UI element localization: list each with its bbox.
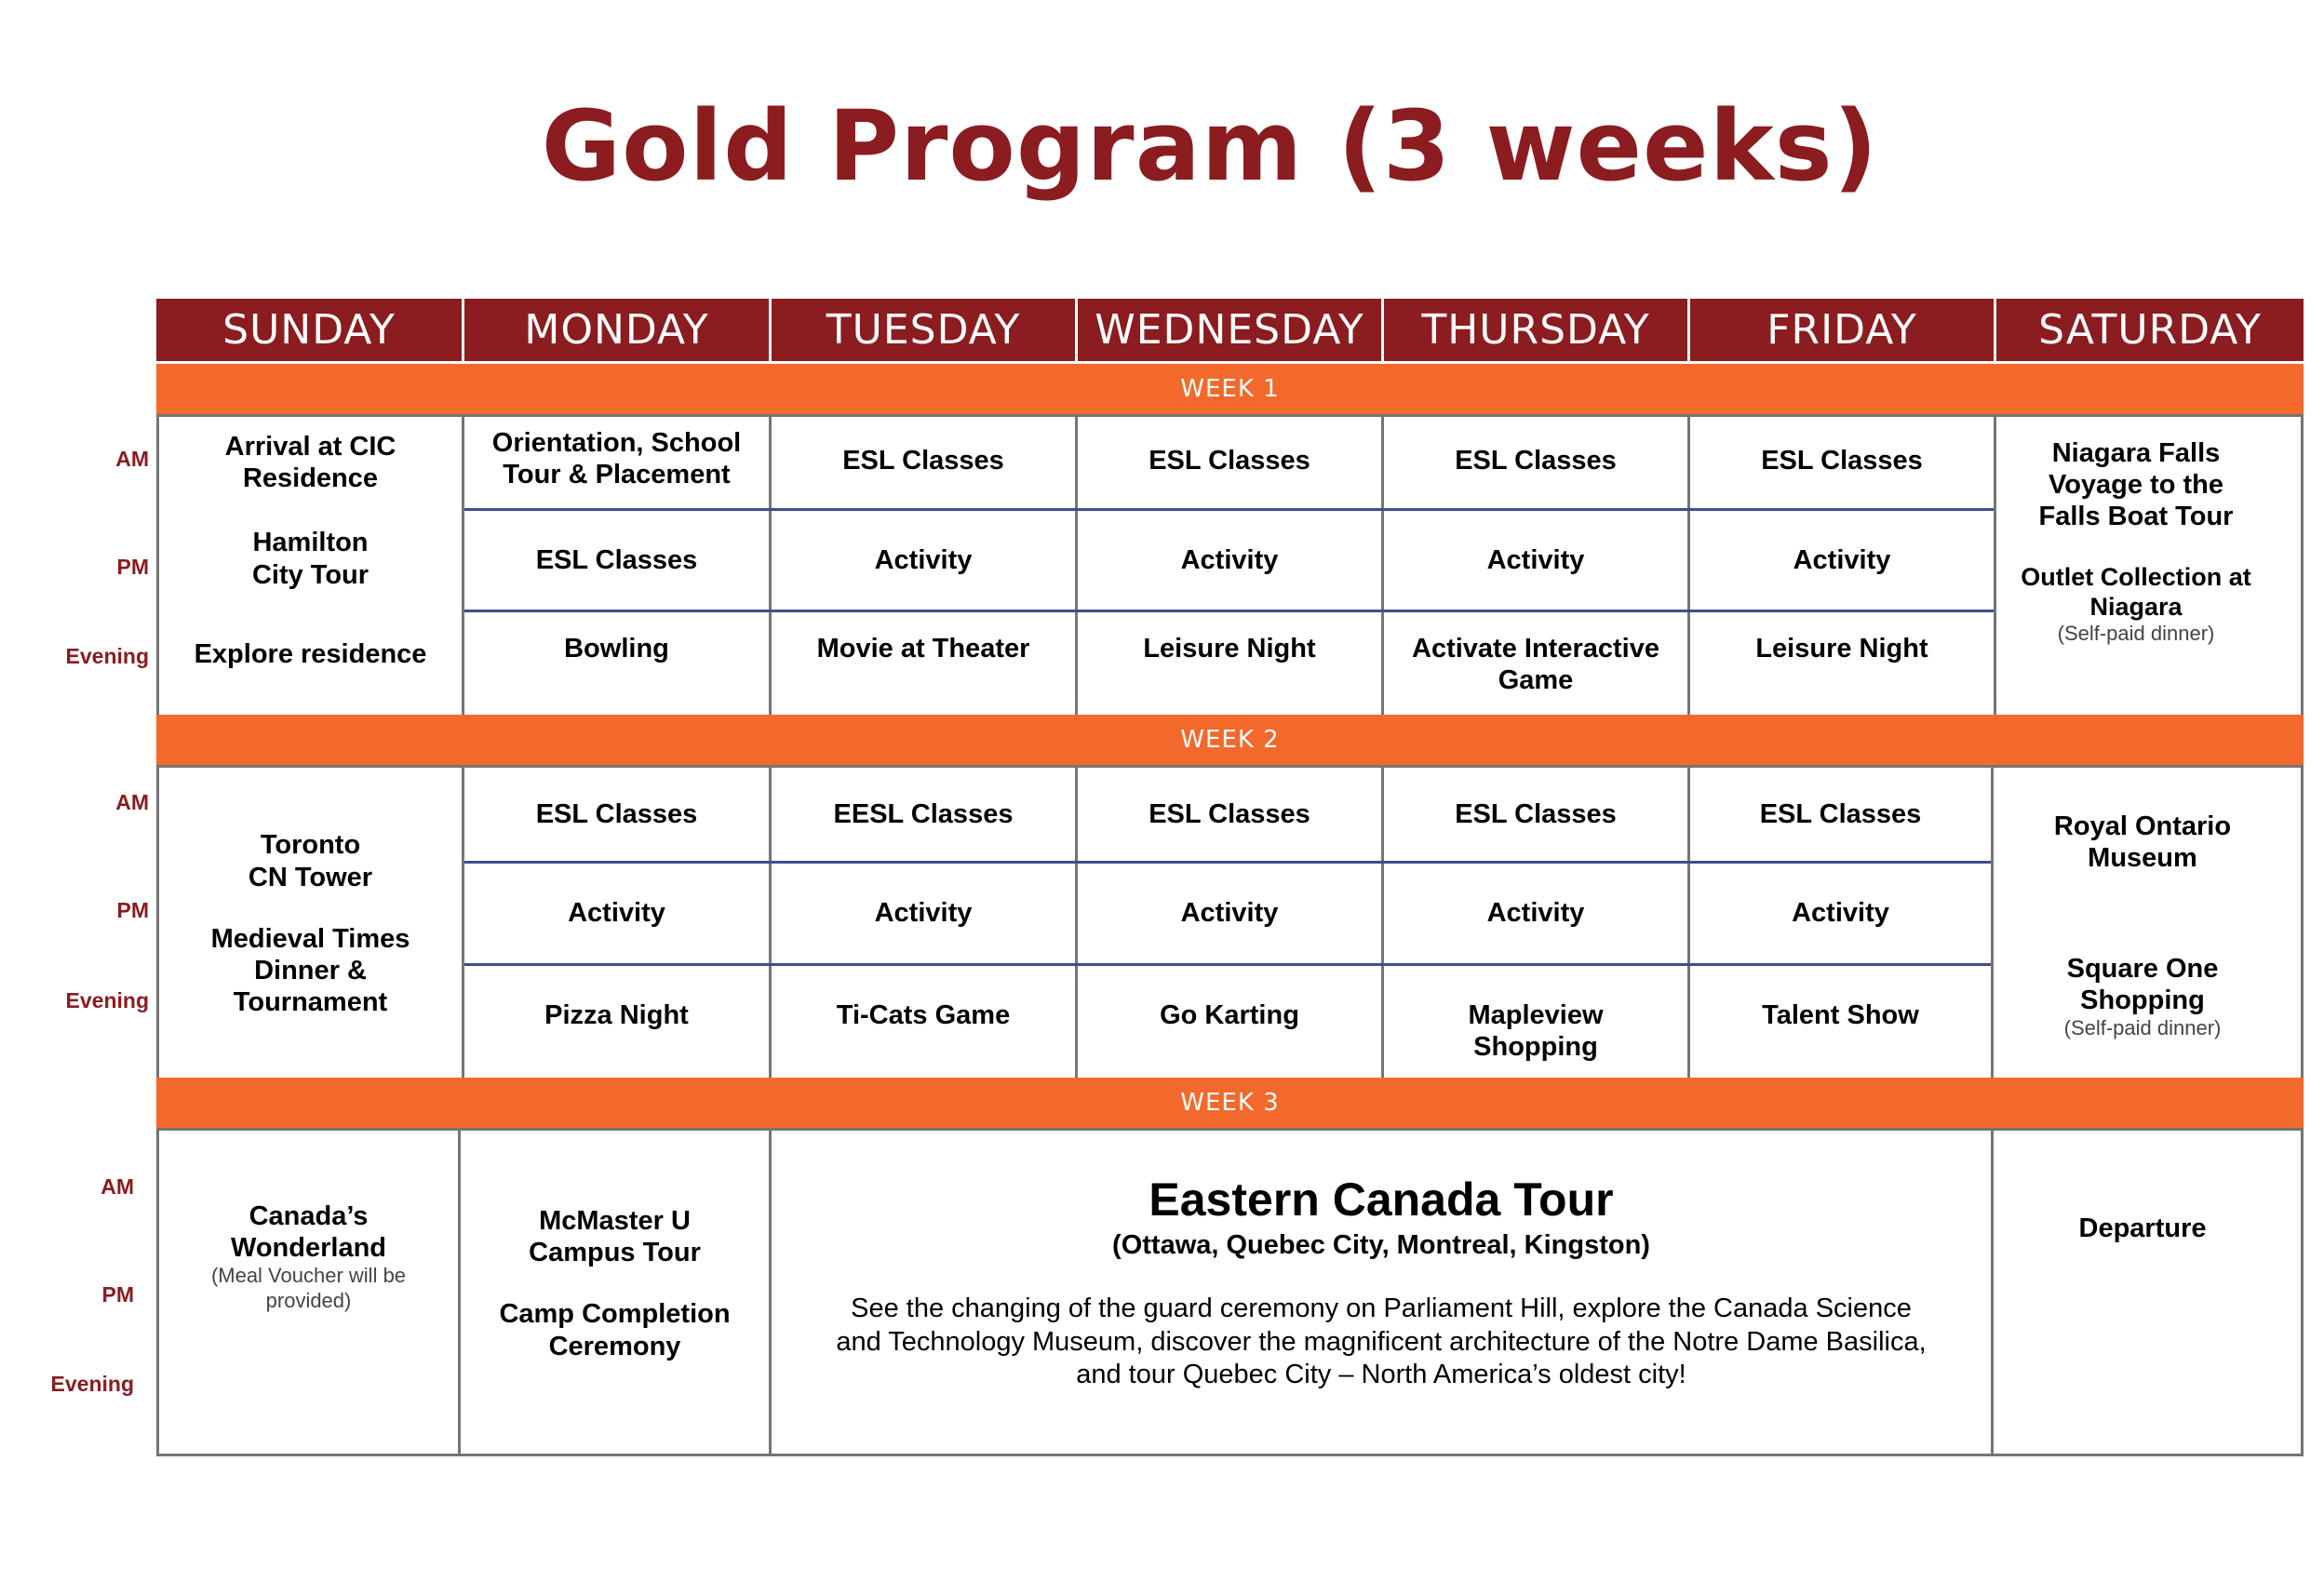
week-1-thursday-pm: Activity: [1486, 544, 1585, 575]
week-3-saturday: Departure: [2078, 1213, 2207, 1243]
week-2-saturday-shopping: [1994, 953, 2291, 1040]
week-1-wednesday-pm: Activity: [1180, 544, 1279, 575]
text-line: Arrival at CIC: [224, 431, 396, 462]
text-line: CN Tower: [248, 862, 373, 892]
week-2-tuesday-evening: Ti-Cats Game: [836, 999, 1011, 1030]
week-2-thursday-am: ESL Classes: [1455, 798, 1617, 829]
text-line: and tour Quebec City – North America’s oldest city!: [1076, 1359, 1686, 1389]
text-line: Tour & Placement: [503, 460, 731, 489]
week-1-tuesday-am: ESL Classes: [842, 446, 1004, 476]
time-label-pm: PM: [116, 898, 149, 922]
week-3-sunday: [159, 1200, 458, 1349]
week-1-friday-evening: Leisure Night: [1755, 633, 1928, 664]
header-tuesday: TUESDAY: [772, 299, 1075, 361]
week-1-monday-evening: Bowling: [564, 633, 669, 664]
week-1-sunday-am: [159, 417, 462, 508]
week-1-tuesday-evening: Movie at Theater: [816, 633, 1030, 664]
week-1-friday-am: ESL Classes: [1761, 446, 1923, 476]
week-2-tuesday-pm: Activity: [874, 898, 973, 929]
week-1-saturday: [1996, 437, 2276, 670]
text-line: Game: [1498, 665, 1574, 695]
time-label-am: AM: [101, 1174, 134, 1199]
text-line: Canada’s: [249, 1201, 369, 1231]
note: (Meal Voucher will be: [210, 1264, 407, 1288]
week-2-sunday: [159, 768, 462, 1080]
page-title: Gold Program (3 weeks): [541, 89, 1879, 203]
week-2-friday-pm: Activity: [1792, 898, 1889, 929]
week-1-monday-pm: ESL Classes: [535, 544, 698, 575]
week-2-wednesday-pm: Activity: [1180, 898, 1279, 929]
week-2-thursday-pm: Activity: [1486, 898, 1585, 929]
header-wednesday: WEDNESDAY: [1078, 299, 1381, 361]
week-2-wednesday-evening: Go Karting: [1160, 999, 1299, 1030]
text-line: Dinner &: [254, 956, 367, 986]
week-3-bar: WEEK 3: [156, 1078, 2304, 1128]
note: (Self-paid dinner): [2057, 622, 2215, 646]
week-3-column-divider: [1991, 1128, 1994, 1456]
text-line: Wonderland: [230, 1233, 387, 1264]
week-2-monday-am: ESL Classes: [535, 798, 698, 829]
text-line: Royal Ontario: [2053, 811, 2232, 841]
text-line: Niagara: [2089, 592, 2183, 621]
time-label-evening: Evening: [50, 1372, 134, 1396]
week-1-thursday-evening: [1384, 628, 1687, 701]
text-line: Orientation, School: [491, 427, 742, 458]
time-label-pm: PM: [101, 1282, 134, 1307]
text-line: Museum: [2088, 843, 2197, 873]
text-line: Tournament: [233, 987, 388, 1018]
text-line: Mapleview: [1468, 999, 1604, 1030]
time-label-am: AM: [115, 447, 149, 471]
tour-description: [836, 1293, 1926, 1391]
header-thursday: THURSDAY: [1384, 299, 1687, 361]
header-saturday: SATURDAY: [1996, 299, 2304, 361]
week-2-tuesday-am: EESL Classes: [833, 798, 1014, 829]
note: provided): [265, 1288, 352, 1312]
week-2-friday-am: ESL Classes: [1759, 798, 1922, 829]
week-2-monday-evening: Pizza Night: [544, 999, 689, 1030]
header-sunday: SUNDAY: [156, 299, 462, 361]
tour-title: Eastern Canada Tour: [1149, 1173, 1614, 1226]
week-2-bar: WEEK 2: [156, 715, 2304, 765]
week-1-tuesday-pm: Activity: [874, 544, 973, 575]
week-2-saturday-museum: [1994, 810, 2291, 875]
week-1-bar: WEEK 1: [156, 364, 2304, 414]
week-3-eastern-canada-tour: [772, 1174, 1991, 1398]
week-1-friday-pm: Activity: [1793, 544, 1891, 575]
week-2-wednesday-am: ESL Classes: [1149, 798, 1310, 829]
week-2-thursday-evening: [1384, 982, 1687, 1080]
text-line: Ceremony: [548, 1331, 681, 1361]
text-line: Shopping: [1473, 1032, 1598, 1062]
week-1-monday-am: [464, 409, 769, 508]
week-3-monday: [461, 1205, 769, 1373]
text-line: City Tour: [251, 559, 369, 590]
text-line: Explore residence: [194, 638, 427, 669]
text-line: Niagara Falls: [2051, 438, 2221, 468]
text-line: Camp Completion: [499, 1299, 731, 1330]
week-2-friday-evening: Talent Show: [1762, 999, 1919, 1030]
text-line: Residence: [242, 463, 379, 493]
text-line: Voyage to the: [2049, 470, 2223, 501]
text-line: Activate Interactive: [1412, 633, 1659, 664]
time-label-evening: Evening: [65, 644, 149, 668]
week-1-wednesday-evening: Leisure Night: [1143, 633, 1316, 664]
text-line: Outlet Collection at: [2021, 562, 2251, 591]
time-label-evening: Evening: [65, 988, 149, 1012]
text-line: Medieval Times: [210, 923, 410, 954]
text-line: Hamilton: [252, 528, 369, 558]
week-1-wednesday-am: ESL Classes: [1149, 446, 1310, 476]
text-line: Toronto: [260, 830, 361, 861]
text-line: Falls Boat Tour: [2038, 502, 2234, 532]
note: (Self-paid dinner): [2063, 1016, 2222, 1040]
week-2-monday-pm: Activity: [568, 898, 665, 929]
time-label-pm: PM: [116, 555, 149, 579]
text-line: and Technology Museum, discover the magnificent architecture of the Notre Dame Basilica,: [836, 1326, 1927, 1357]
header-monday: MONDAY: [464, 299, 769, 361]
time-label-am: AM: [115, 790, 149, 814]
tour-subtitle: (Ottawa, Quebec City, Montreal, Kingston): [1112, 1230, 1650, 1260]
week-1-sunday-evening: [159, 610, 462, 699]
text-line: McMaster U: [539, 1206, 691, 1236]
text-line: Campus Tour: [529, 1238, 701, 1268]
week-1-thursday-am: ESL Classes: [1455, 446, 1617, 476]
text-line: Square One Shopping: [2066, 953, 2219, 1015]
text-line: See the changing of the guard ceremony on Parliament Hill, explore the Canada Science: [851, 1294, 1912, 1324]
header-friday: FRIDAY: [1690, 299, 1994, 361]
week-1-sunday-pm: [159, 508, 462, 610]
